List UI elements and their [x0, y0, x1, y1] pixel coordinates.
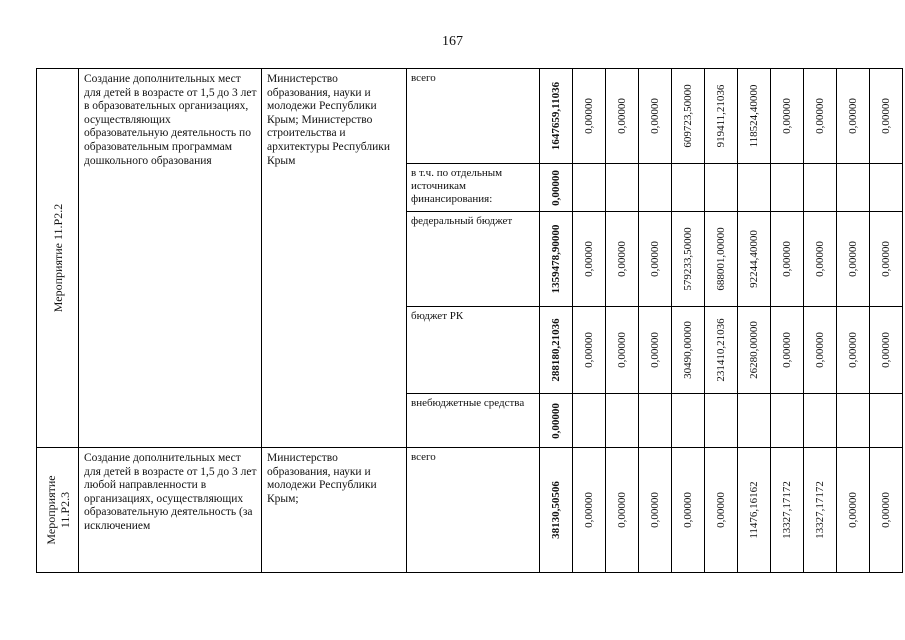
financing-table	[36, 68, 903, 573]
source-cell	[407, 448, 540, 573]
year-value: 0,00000	[616, 98, 628, 134]
year-value: 0,00000	[814, 332, 826, 368]
measure-code: Мероприятие 11.Р2.3	[43, 475, 72, 545]
year-value: 0,00000	[781, 98, 793, 134]
source-cell	[407, 307, 540, 394]
total-value: 0,00000	[550, 402, 562, 439]
year-value: 13327,17172	[781, 481, 793, 539]
year-value: 118524,40000	[748, 84, 760, 148]
year-value: 0,00000	[616, 241, 628, 277]
year-value: 11476,16162	[748, 481, 760, 539]
year-value: 0,00000	[583, 332, 595, 368]
measure-executor: Министерство образования, науки и молодежи Республики Крым;	[267, 452, 377, 505]
year-value: 919411,21036	[715, 84, 727, 148]
year-value: 0,00000	[814, 98, 826, 134]
measure-code-cell	[37, 69, 79, 448]
funding-source: федеральный бюджет	[411, 215, 513, 227]
measure-code: Мероприятие 11.Р2.2	[50, 203, 65, 313]
year-value: 13327,17172	[814, 481, 826, 539]
year-value: 0,00000	[616, 332, 628, 368]
year-value: 0,00000	[880, 492, 892, 528]
measure-executor-cell	[262, 69, 407, 448]
funding-source: в т.ч. по отдельным источникам финансирования:	[411, 167, 503, 205]
source-cell	[407, 164, 540, 212]
year-value: 0,00000	[649, 492, 661, 528]
source-cell	[407, 394, 540, 448]
measure-description-cell	[79, 69, 262, 448]
table-row	[37, 69, 903, 164]
year-value: 0,00000	[649, 241, 661, 277]
year-value: 0,00000	[583, 241, 595, 277]
year-value: 0,00000	[880, 241, 892, 277]
year-value: 0,00000	[616, 492, 628, 528]
total-value: 1359478,90000	[550, 224, 562, 294]
year-value: 688001,00000	[715, 227, 727, 291]
year-value: 0,00000	[880, 332, 892, 368]
year-value: 0,00000	[781, 241, 793, 277]
year-value: 26280,00000	[748, 321, 760, 379]
measure-executor-cell	[262, 448, 407, 573]
total-value: 288180,21036	[550, 318, 562, 382]
year-value: 0,00000	[847, 332, 859, 368]
year-value: 609723,50000	[682, 84, 694, 148]
year-value: 0,00000	[583, 98, 595, 134]
year-value: 92244,40000	[748, 230, 760, 288]
year-value: 30490,00000	[682, 321, 694, 379]
year-value: 0,00000	[649, 98, 661, 134]
year-value: 0,00000	[583, 492, 595, 528]
measure-code-cell	[37, 448, 79, 573]
year-value: 0,00000	[847, 492, 859, 528]
measure-description: Создание дополнительных мест для детей в возрасте от 1,5 до 3 лет в образовательных организациях, осуществляющих образовательную деятельность по образовательным программам дошкольного образования	[84, 73, 257, 167]
year-value: 579233,50000	[682, 227, 694, 291]
year-value: 0,00000	[880, 98, 892, 134]
total-value: 1647659,11036	[550, 81, 562, 151]
year-value: 0,00000	[649, 332, 661, 368]
table-row	[37, 448, 903, 573]
funding-source: бюджет РК	[411, 310, 464, 322]
source-cell	[407, 69, 540, 164]
year-value: 0,00000	[847, 98, 859, 134]
year-value: 0,00000	[682, 492, 694, 528]
total-value: 0,00000	[550, 169, 562, 206]
year-value: 0,00000	[814, 241, 826, 277]
year-value: 0,00000	[715, 492, 727, 528]
measure-description: Создание дополнительных мест для детей в возрасте от 1,5 до 3 лет любой направленности в организациях, осуществляющих образовательную деятельность (за исключением	[84, 452, 257, 532]
funding-source: внебюджетные средства	[411, 397, 525, 409]
funding-source: всего	[411, 451, 436, 463]
year-value: 231410,21036	[715, 318, 727, 382]
measure-description-cell	[79, 448, 262, 573]
year-value: 0,00000	[781, 332, 793, 368]
page-number: 167	[442, 34, 463, 49]
funding-source: всего	[411, 72, 436, 84]
total-value: 38130,50506	[550, 481, 562, 539]
source-cell	[407, 212, 540, 307]
year-value: 0,00000	[847, 241, 859, 277]
measure-executor: Министерство образования, науки и молодежи Республики Крым; Министерство строительства и архитектуры Республики Крым	[267, 73, 390, 167]
